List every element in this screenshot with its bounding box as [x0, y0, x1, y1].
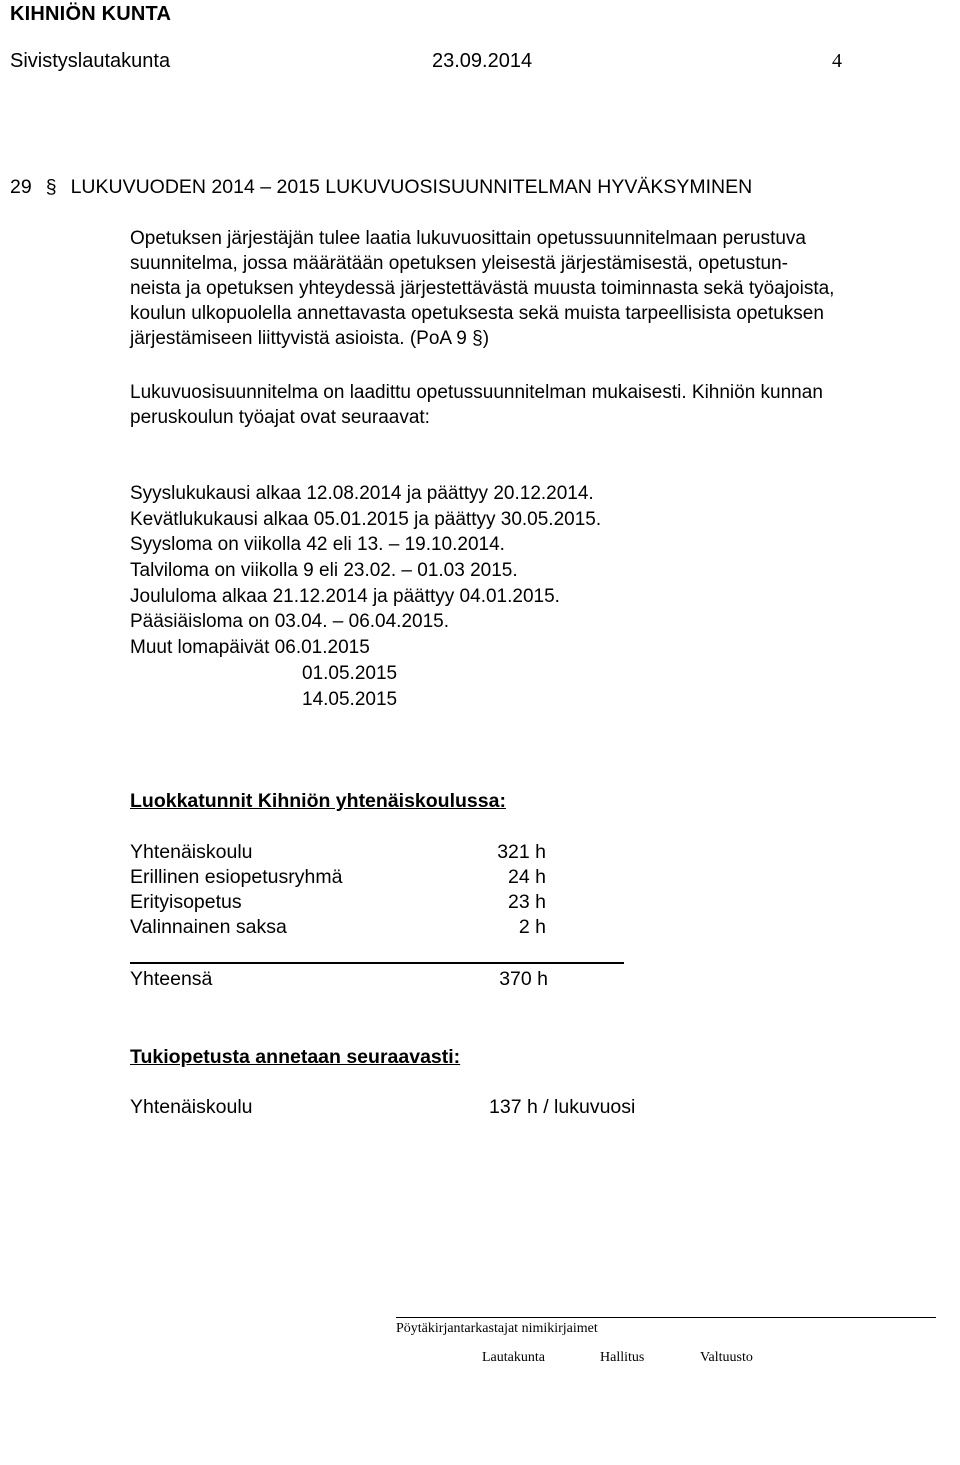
paragraph-line: Opetuksen järjestäjän tulee laatia lukuvuosittain opetussuunnitelmaan perustuva — [130, 228, 806, 249]
hours-total-label: Yhteensä — [130, 968, 213, 990]
schedule-item: Pääsiäisloma on 03.04. – 06.04.2015. — [130, 611, 450, 633]
paragraph-line: suunnitelma, jossa määrätään opetuksen yleisestä järjestämisestä, opetustun- — [130, 253, 788, 274]
hours-row-value: 23 h — [508, 891, 546, 913]
paragraph-line: järjestämiseen liittyvistä asioista. (PoA 9 §) — [130, 328, 490, 349]
schedule-item: Syysloma on viikolla 42 eli 13. – 19.10.2014. — [130, 534, 505, 556]
footer-column-lautakunta: Lautakunta — [482, 1350, 545, 1365]
hours-row-label: Erityisopetus — [130, 891, 242, 913]
hours-section-title: Luokkatunnit Kihniön yhtenäiskoulussa: — [130, 790, 506, 812]
board-name: Sivistyslautakunta — [10, 50, 171, 72]
intro-paragraph — [130, 226, 960, 351]
organization-name: KIHNIÖN KUNTA — [10, 3, 172, 25]
support-value: 137 h / lukuvuosi — [489, 1096, 636, 1118]
hours-row-value: 2 h — [518, 916, 546, 938]
support-label: Yhtenäiskoulu — [130, 1096, 253, 1118]
section-title: LUKUVUODEN 2014 – 2015 LUKUVUOSISUUNNITELMAN HYVÄKSYMINEN — [70, 176, 753, 198]
schedule-item: Joululoma alkaa 21.12.2014 ja päättyy 04.01.2015. — [130, 585, 560, 607]
hours-row-label: Erillinen esiopetusryhmä — [130, 866, 343, 888]
plan-paragraph — [130, 380, 823, 430]
schedule-item: Muut lomapäivät 06.01.2015 — [130, 637, 370, 659]
schedule-item: Syyslukukausi alkaa 12.08.2014 ja päättyy 20.12.2014. — [130, 483, 594, 504]
schedule-extra-date: 14.05.2015 — [302, 688, 398, 710]
hours-row-value: 321 h — [497, 841, 546, 863]
section-mark: § — [45, 176, 57, 198]
paragraph-line: koulun ulkopuolella annettavasta opetuksesta sekä muista tarpeellisista opetuksen — [130, 303, 824, 324]
meeting-date: 23.09.2014 — [432, 50, 533, 72]
schedule-item: Kevätlukukausi alkaa 05.01.2015 ja päättyy 30.05.2015. — [130, 508, 602, 530]
hours-row-value: 24 h — [508, 866, 546, 888]
schedule-item: Talviloma on viikolla 9 eli 23.02. – 01.03 2015. — [130, 560, 518, 582]
hours-row-label: Valinnainen saksa — [130, 916, 287, 938]
hours-total-value: 370 h — [499, 968, 548, 990]
section-heading — [10, 176, 752, 199]
footer-column-valtuusto: Valtuusto — [700, 1350, 753, 1365]
section-number: 29 — [10, 176, 32, 198]
support-section-title: Tukiopetusta annetaan seuraavasti: — [130, 1046, 461, 1068]
schedule-list — [130, 481, 601, 712]
page-number: 4 — [832, 50, 842, 72]
paragraph-line: peruskoulun työajat ovat seuraavat: — [130, 407, 430, 428]
footer-divider — [396, 1317, 936, 1318]
footer-column-hallitus: Hallitus — [600, 1350, 645, 1365]
schedule-extra-date: 01.05.2015 — [302, 662, 398, 684]
sum-divider — [130, 962, 624, 964]
hours-row-label: Yhtenäiskoulu — [130, 841, 253, 863]
footer-label: Pöytäkirjantarkastajat nimikirjaimet — [396, 1321, 598, 1336]
paragraph-line: neista ja opetuksen yhteydessä järjestettävästä muusta toiminnasta sekä työajoista, — [130, 278, 835, 299]
paragraph-line: Lukuvuosisuunnitelma on laadittu opetussuunnitelman mukaisesti. Kihniön kunnan — [130, 382, 823, 403]
